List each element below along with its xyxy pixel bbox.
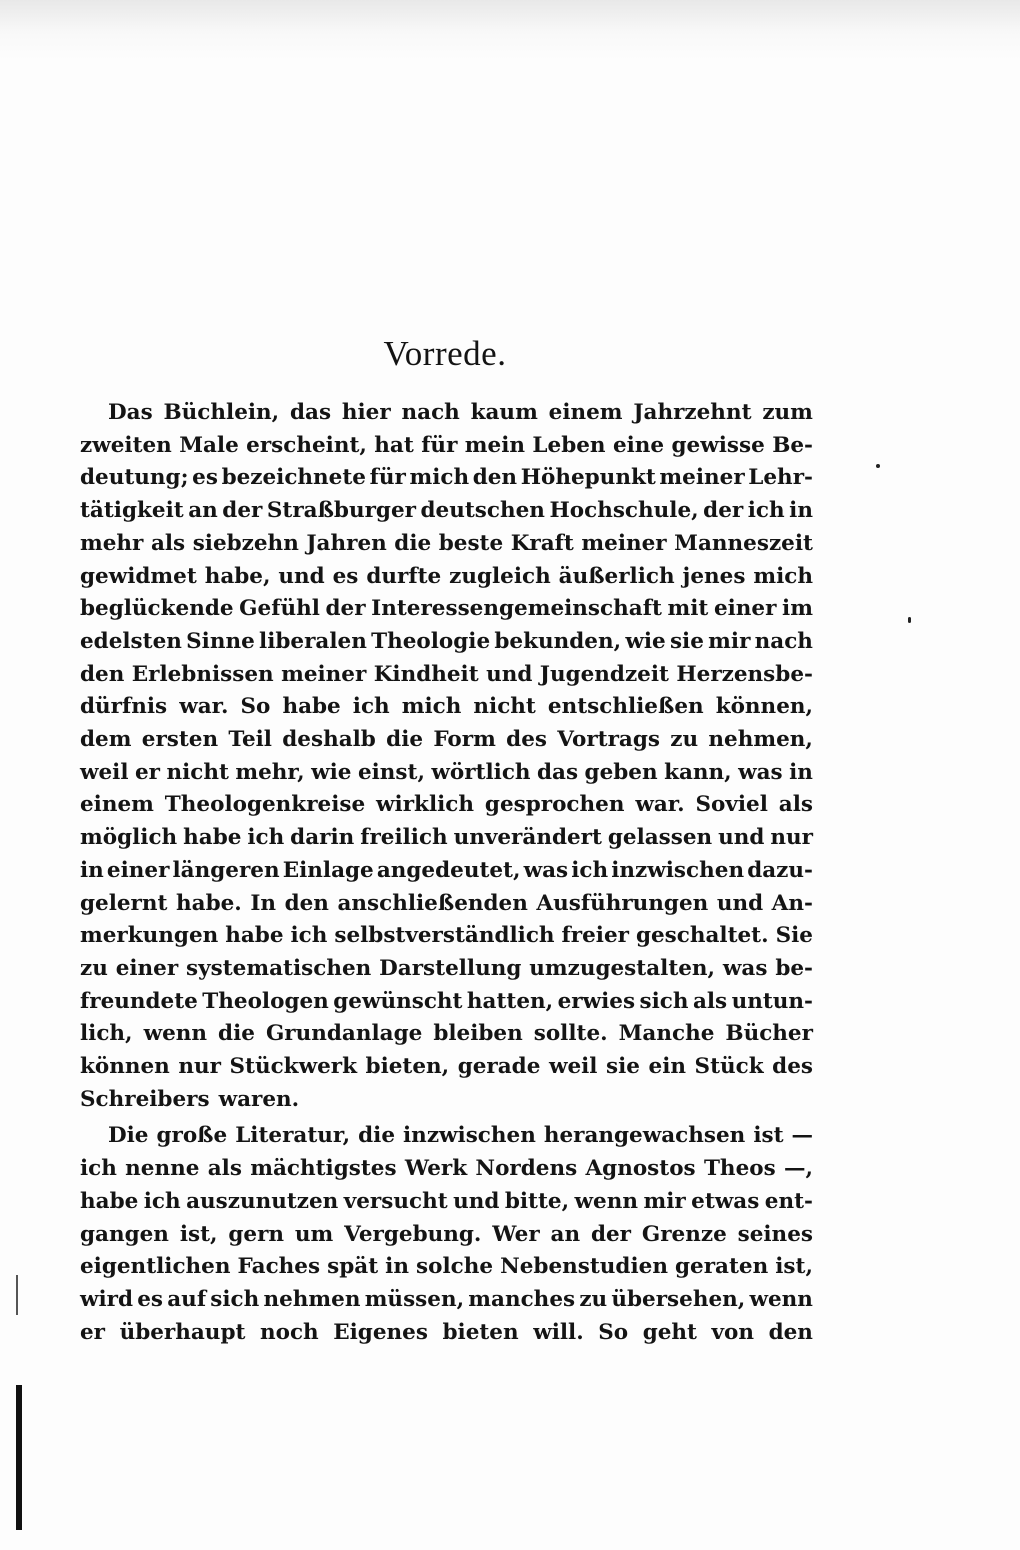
page-title: Vorrede. xyxy=(383,334,507,373)
text-line: möglich habe ich darin freilich unverändert gelassen und nur xyxy=(80,825,813,850)
text-line: gewidmet habe, und es durfte zugleich äußerlich jenes mich xyxy=(80,564,813,589)
text-line: edelsten Sinne liberalen Theologie bekunden, wie sie mir nach xyxy=(80,629,813,654)
text-line: zweiten Male erscheint, hat für mein Leben eine gewisse Be- xyxy=(80,433,813,458)
scan-shadow xyxy=(0,0,1020,60)
text-line: dem ersten Teil deshalb die Form des Vortrags zu nehmen, xyxy=(80,727,813,752)
text-line: merkungen habe ich selbstverständlich freier geschaltet. Sie xyxy=(80,923,813,948)
text-line: ich nenne als mächtigstes Werk Nordens Agnostos Theos —, xyxy=(80,1156,813,1181)
scan-speck xyxy=(908,617,911,623)
binding-edge-mark xyxy=(16,1385,22,1530)
text-line: beglückende Gefühl der Interessengemeinschaft mit einer im xyxy=(80,596,813,621)
text-line: zu einer systematischen Darstellung umzugestalten, was be- xyxy=(80,956,813,981)
text-line: weil er nicht mehr, wie einst, wörtlich das geben kann, was in xyxy=(80,760,813,785)
text-line: tätigkeit an der Straßburger deutschen Hochschule, der ich in xyxy=(80,498,813,523)
scan-speck xyxy=(876,464,880,468)
text-line: freundete Theologen gewünscht hatten, erwies sich als untun- xyxy=(80,989,813,1014)
text-line: lich, wenn die Grundanlage bleiben sollte. Manche Bücher xyxy=(80,1021,813,1046)
text-line: können nur Stückwerk bieten, gerade weil sie ein Stück des xyxy=(80,1054,813,1079)
binding-edge-mark xyxy=(16,1275,18,1315)
text-line: Schreibers waren. xyxy=(80,1087,300,1112)
text-line: mehr als siebzehn Jahren die beste Kraft meiner Manneszeit xyxy=(80,531,813,556)
text-line: er überhaupt noch Eigenes bieten will. So geht von den xyxy=(80,1320,813,1345)
text-line: habe ich auszunutzen versucht und bitte, wenn mir etwas ent- xyxy=(80,1189,813,1214)
text-line: eigentlichen Faches spät in solche Nebenstudien geraten ist, xyxy=(80,1254,813,1279)
text-line: in einer längeren Einlage angedeutet, was ich inzwischen dazu- xyxy=(80,858,813,883)
text-line: gelernt habe. In den anschließenden Ausführungen und An- xyxy=(80,891,813,916)
text-line: dürfnis war. So habe ich mich nicht entschließen können, xyxy=(80,694,813,719)
text-line: Das Büchlein, das hier nach kaum einem Jahrzehnt zum xyxy=(108,400,813,425)
text-line: wird es auf sich nehmen müssen, manches zu übersehen, wenn xyxy=(80,1287,813,1312)
text-line: Die große Literatur, die inzwischen herangewachsen ist — xyxy=(108,1123,813,1148)
text-line: gangen ist, gern um Vergebung. Wer an der Grenze seines xyxy=(80,1222,813,1247)
text-line: deutung; es bezeichnete für mich den Höhepunkt meiner Lehr- xyxy=(80,465,813,490)
text-line: einem Theologenkreise wirklich gesprochen war. Soviel als xyxy=(80,792,813,817)
text-line: den Erlebnissen meiner Kindheit und Jugendzeit Herzensbe- xyxy=(80,662,813,687)
